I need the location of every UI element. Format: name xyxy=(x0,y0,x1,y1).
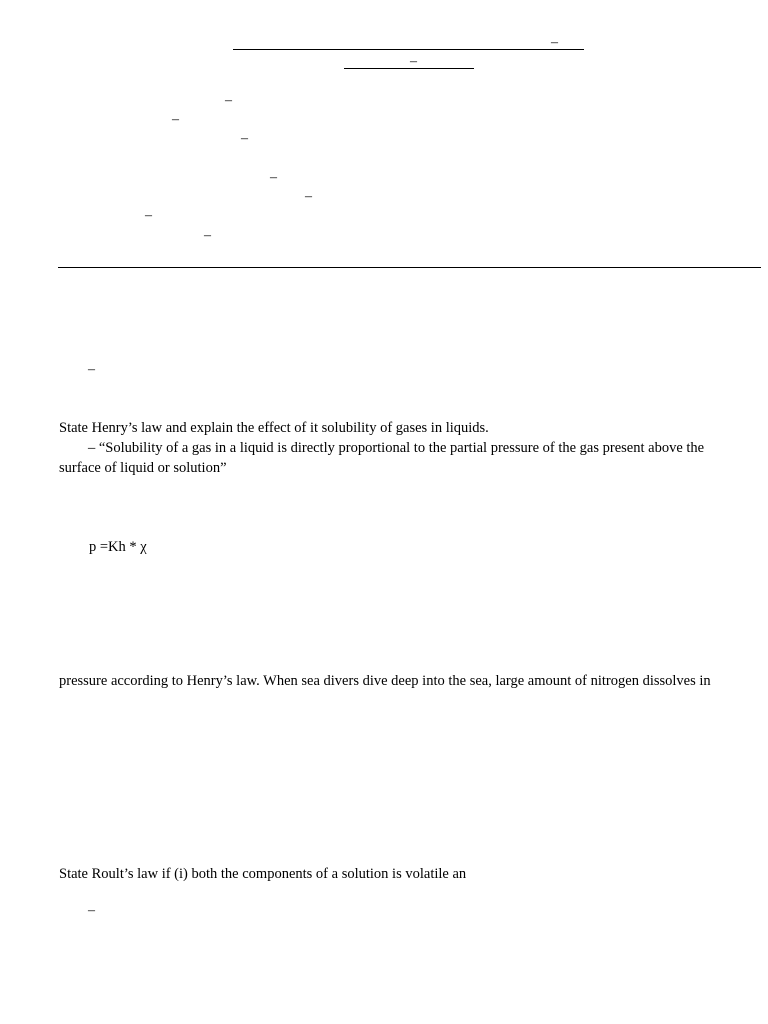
list-dash-5: – xyxy=(305,189,312,204)
body-dash-2: – xyxy=(88,903,95,918)
answer-henry-line-2: surface of liquid or solution” xyxy=(59,460,227,476)
henry-formula: p =Kh * χ xyxy=(89,539,147,555)
list-dash-4: – xyxy=(270,170,277,185)
list-dash-6: – xyxy=(145,208,152,223)
list-dash-7: – xyxy=(204,228,211,243)
pressure-paragraph-line: pressure according to Henry’s law. When sea divers dive deep into the sea, large amount of nitrogen dissolves in xyxy=(59,673,711,689)
header-rule-top xyxy=(233,49,584,50)
answer-henry-line-1: – “Solubility of a gas in a liquid is directly proportional to the partial pressure of the gas present above the xyxy=(88,440,705,456)
section-divider xyxy=(58,267,761,268)
question-henry: State Henry’s law and explain the effect of it solubility of gases in liquids. xyxy=(59,420,489,436)
header-dash-1: – xyxy=(551,35,558,50)
list-dash-1: – xyxy=(225,93,232,108)
body-dash-1: – xyxy=(88,362,95,377)
question-raoult: State Roult’s law if (i) both the components of a solution is volatile an xyxy=(59,866,467,882)
header-dash-2: – xyxy=(410,54,417,69)
list-dash-2: – xyxy=(172,112,179,127)
header-rule-second xyxy=(344,68,474,69)
list-dash-3: – xyxy=(241,131,248,146)
